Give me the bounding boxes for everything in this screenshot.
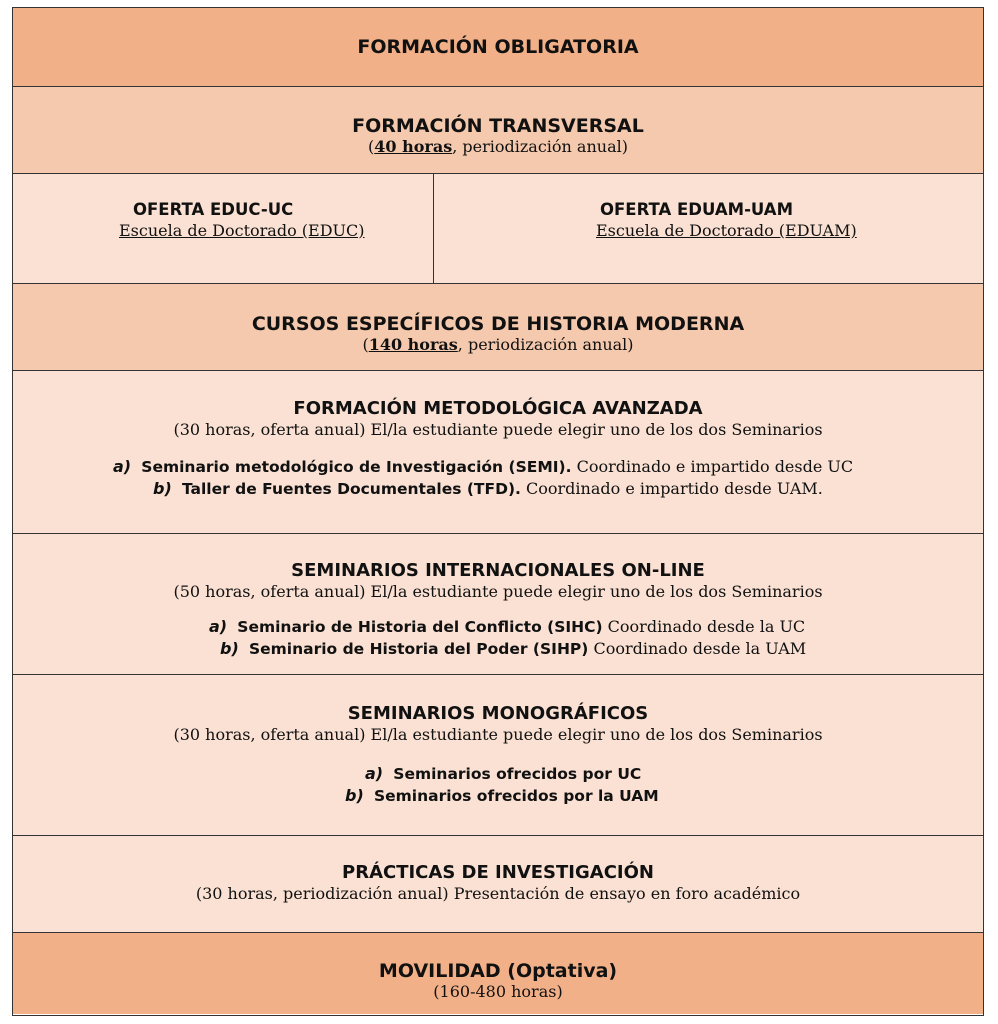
metodologica-desc: (30 horas, oferta anual) El/la estudiante puede elegir uno de los dos Seminarios [173, 420, 823, 439]
oferta-eduam-title: OFERTA EDUAM-UAM [600, 200, 793, 219]
cursos-subtitle: (140 horas, periodización anual) [362, 335, 634, 354]
row-formacion-obligatoria [13, 8, 983, 86]
row-cursos-especificos [13, 283, 983, 370]
formacion-obligatoria-title: FORMACIÓN OBLIGATORIA [357, 36, 639, 58]
internacionales-list [13, 616, 983, 660]
cursos-hours: 140 horas [368, 335, 458, 354]
cursos-title: CURSOS ESPECÍFICOS DE HISTORIA MODERNA [251, 313, 745, 335]
educ-link[interactable]: Escuela de Doctorado (EDUC) [119, 221, 365, 240]
program-table [12, 7, 984, 1016]
transversal-detail: , periodización anual) [452, 137, 628, 156]
internacionales-desc: (50 horas, oferta anual) El/la estudiante puede elegir uno de los dos Seminarios [173, 582, 823, 601]
eduam-link[interactable]: Escuela de Doctorado (EDUAM) [596, 221, 857, 240]
monograficos-title: SEMINARIOS MONOGRÁFICOS [347, 703, 649, 724]
row-practicas-investigacion [13, 835, 983, 932]
list-item: a) Seminario de Historia del Conflicto (SIHC) Coordinado desde la UC [209, 617, 806, 636]
oferta-educ-cell [13, 174, 434, 283]
list-item: b) Taller de Fuentes Documentales (TFD). Coordinado e impartido desde UAM. [153, 479, 823, 498]
oferta-educ-title: OFERTA EDUC-UC [133, 200, 294, 219]
transversal-hours: 40 horas [374, 137, 453, 156]
metodologica-list [13, 456, 983, 500]
monograficos-desc: (30 horas, oferta anual) El/la estudiante puede elegir uno de los dos Seminarios [173, 725, 823, 744]
row-seminarios-internacionales [13, 533, 983, 674]
practicas-desc: (30 horas, periodización anual) Presentación de ensayo en foro académico [195, 884, 801, 903]
row-formacion-transversal [13, 86, 983, 173]
row-formacion-metodologica [13, 370, 983, 533]
row-movilidad [13, 932, 983, 1014]
list-item: a) Seminarios ofrecidos por UC [365, 764, 642, 783]
internacionales-title: SEMINARIOS INTERNACIONALES ON-LINE [291, 560, 705, 581]
list-item: a) Seminario metodológico de Investigación (SEMI). Coordinado e impartido desde UC [113, 457, 854, 476]
practicas-title: PRÁCTICAS DE INVESTIGACIÓN [342, 862, 654, 883]
list-item: b) Seminarios ofrecidos por la UAM [345, 786, 659, 805]
monograficos-list [13, 763, 983, 807]
oferta-eduam-cell [434, 174, 983, 283]
movilidad-title: MOVILIDAD (Optativa) [378, 960, 618, 982]
cursos-detail: , periodización anual) [457, 335, 634, 354]
metodologica-title: FORMACIÓN METODOLÓGICA AVANZADA [293, 398, 703, 419]
row-ofertas [13, 173, 983, 283]
movilidad-desc: (160-480 horas) [433, 982, 563, 1001]
row-seminarios-monograficos [13, 674, 983, 835]
formacion-transversal-subtitle: (40 horas, periodización anual) [368, 137, 628, 156]
list-item: b) Seminario de Historia del Poder (SIHP) Coordinado desde la UAM [220, 639, 807, 658]
formacion-transversal-title: FORMACIÓN TRANSVERSAL [352, 115, 644, 137]
